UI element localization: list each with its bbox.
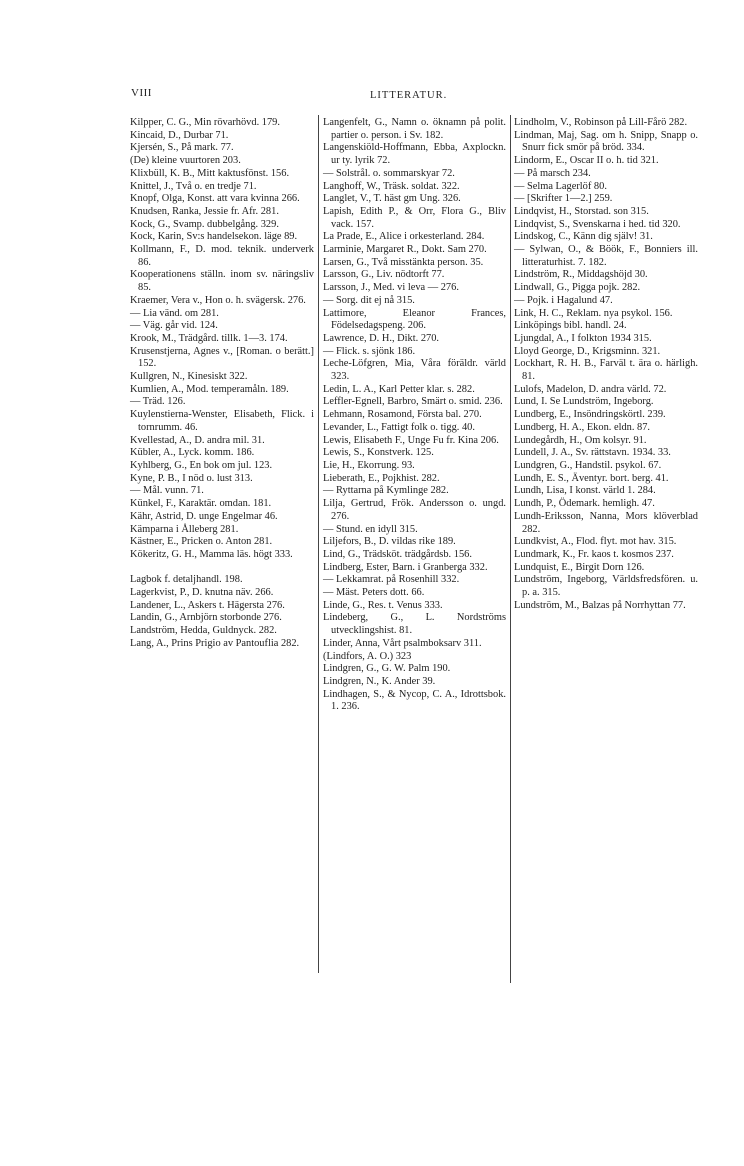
index-entry: — På marsch 234. [514, 167, 591, 179]
index-entry: Lehmann, Rosamond, Första bal. 270. [323, 409, 482, 421]
index-entry: Link, H. C., Reklam. nya psykol. 156. [514, 307, 673, 319]
index-entry: Lundmark, K., Fr. kaos t. kosmos 237. [514, 548, 674, 560]
index-entry: Linköpings bibl. handl. 24. [514, 320, 627, 332]
index-entry: Linde, G., Res. t. Venus 333. [323, 599, 443, 611]
index-entry: — Lia vänd. om 281. [130, 307, 219, 319]
index-entry: Kooperationens ställn. inom sv. näringsliv 85. [130, 269, 314, 294]
page-number: VIII [131, 87, 152, 99]
index-entry: Kock, Karin, Sv:s handelsekon. läge 89. [130, 231, 298, 243]
index-entry: Kyhlberg, G., En bok om jul. 123. [130, 459, 273, 471]
index-column-2 [323, 117, 506, 714]
index-entry: La Prade, E., Alice i orkesterland. 284. [323, 231, 485, 243]
index-entry: Lagbok f. detaljhandl. 198. [130, 574, 243, 586]
index-entry: Larsson, J., Med. vi leva — 276. [323, 282, 459, 294]
index-entry: Lindqvist, S., Svenskarna i hed. tid 320. [514, 218, 681, 230]
index-entry: Lindholm, V., Robinson på Lill-Fårö 282. [514, 117, 688, 128]
index-entry: Krusenstjerna, Agnes v., [Roman. o berätt.] 152. [130, 345, 314, 370]
index-entry: Kraemer, Vera v., Hon o. h. svägersk. 276. [130, 294, 306, 306]
index-entry: Kumlien, A., Mod. temperamåln. 189. [130, 383, 289, 395]
index-entry: Lewis, Elisabeth F., Unge Fu fr. Kina 206. [323, 434, 499, 446]
index-entry: Kincaid, D., Durbar 71. [130, 129, 229, 141]
index-entry: Lloyd George, D., Krigsminn. 321. [514, 345, 661, 357]
index-entry: Linder, Anna, Vårt psalmboksarv 311. [323, 637, 482, 649]
index-entry: Lundegårdh, H., Om kolsyr. 91. [514, 434, 647, 446]
index-entry: Lilja, Gertrud, Frök. Andersson o. ungd. 276. [323, 498, 506, 522]
index-entry: Lundh, Lisa, I konst. värld 1. 284. [514, 485, 656, 497]
index-entry: Lund, I. Se Lundström, Ingeborg. [514, 396, 654, 408]
index-entry: Kökeritz, G. H., Mamma läs. högt 333. [130, 548, 293, 560]
index-entry: Kübler, A., Lyck. komm. 186. [130, 447, 255, 459]
index-entry: Lindqvist, H., Storstad. son 315. [514, 205, 649, 217]
index-entry: Krook, M., Trädgård. tillk. 1—3. 174. [130, 332, 288, 344]
index-entry: Lulofs, Madelon, D. andra värld. 72. [514, 383, 667, 395]
index-entry: Lockhart, R. H. B., Farväl t. ära o. härligh. 81. [514, 358, 698, 383]
index-column-1 [130, 117, 314, 651]
index-entry: Lind, G., Trädsköt. trädgårdsb. 156. [323, 548, 472, 560]
index-entry: Leche-Löfgren, Mia, Våra föräldr. värld 323. [323, 358, 506, 383]
index-entry: Lundquist, E., Birgit Dorn 126. [514, 561, 645, 573]
index-entry: Lieberath, E., Pojkhist. 282. [323, 472, 440, 484]
index-entry: Lindwall, G., Pigga pojk. 282. [514, 282, 641, 294]
index-entry: Lindhagen, S., & Nycop, C. A., Idrottsbok. 1. 236. [323, 688, 506, 713]
index-entry: (Lindfors, A. O.) 323 [323, 650, 412, 662]
index-entry: Lundberg, E., Insöndringskörtl. 239. [514, 409, 666, 421]
index-entry: Liljefors, B., D. vildas rike 189. [323, 536, 456, 548]
index-entry: Kollmann, F., D. mod. teknik. underverk 86. [130, 244, 314, 268]
index-entry: Kuylenstierna-Wenster, Elisabeth, Flick. i tornrumm. 46. [130, 409, 314, 433]
index-entry: Langenfelt, G., Namn o. öknamn på polit. partier o. person. i Sv. 182. [323, 117, 506, 141]
index-entry: (De) kleine vuurtoren 203. [130, 155, 241, 167]
index-entry: — Solstrål. o. sommarskyar 72. [323, 167, 455, 179]
index-entry: Lindgren, G., G. W. Palm 190. [323, 663, 451, 675]
index-entry: Lundström, Ingeborg, Världsfredsfören. u. p. a. 315. [514, 574, 698, 599]
index-entry: Lindgren, N., K. Ander 39. [323, 675, 436, 687]
index-entry: Kähr, Astrid, D. unge Engelmar 46. [130, 510, 278, 522]
index-entry: — Ryttarna på Kymlinge 282. [323, 485, 449, 497]
index-entry: — Pojk. i Hagalund 47. [514, 294, 613, 306]
index-entry: Lindorm, E., Oscar II o. h. tid 321. [514, 155, 659, 167]
index-entry: Larminie, Margaret R., Dokt. Sam 270. [323, 244, 487, 256]
index-entry: — [Skrifter 1—2.] 259. [514, 193, 613, 205]
index-entry: Lindskog, C., Känn dig själv! 31. [514, 231, 653, 243]
index-entry: Kämparna i Ålleberg 281. [130, 523, 239, 535]
index-entry: Lindman, Maj, Sag. om h. Snipp, Snapp o. Snurr fick smör på bröd. 334. [514, 129, 698, 154]
index-entry: Lindström, R., Middagshöjd 30. [514, 269, 648, 281]
index-entry: Lundberg, H. A., Ekon. eldn. 87. [514, 421, 651, 433]
index-entry: Leffler-Egnell, Barbro, Smärt o. smid. 236. [323, 396, 503, 408]
index-entry: — Flick. s. sjönk 186. [323, 345, 416, 357]
index-entry: Landström, Hedda, Guldnyck. 282. [130, 625, 277, 637]
index-entry: Lagerkvist, P., D. knutna näv. 266. [130, 587, 274, 598]
index-entry: Kvellestad, A., D. andra mil. 31. [130, 434, 265, 446]
index-column-3 [514, 117, 698, 612]
index-entry: Knittel, J., Två o. en tredje 71. [130, 180, 257, 192]
index-entry: Larsen, G., Två misstänkta person. 35. [323, 256, 484, 268]
index-entry: Klixbüll, K. B., Mitt kaktusfönst. 156. [130, 167, 290, 179]
index-entry: Lundh-Eriksson, Nanna, Mors klöverblad 282. [514, 510, 698, 535]
index-entry: — Lekkamrat. på Rosenhill 332. [323, 574, 460, 586]
index-entry: Künkel, F., Karaktär. omdan. 181. [130, 498, 272, 510]
index-entry: Levander, L., Fattigt folk o. tigg. 40. [323, 421, 475, 433]
index-entry: Kock, G., Svamp. dubbelgång. 329. [130, 218, 279, 230]
index-entry: Langenskiöld-Hoffmann, Ebba, Axplockn. ur ty. lyrik 72. [323, 142, 506, 167]
index-entry: Lindberg, Ester, Barn. i Granberga 332. [323, 561, 488, 573]
index-entry: Lattimore, Eleanor Frances, Födelsedagspeng. 206. [323, 307, 506, 332]
index-entry: — Träd. 126. [130, 396, 186, 408]
column-divider [510, 115, 511, 983]
index-entry: Lundh, P., Ödemark. hemligh. 47. [514, 498, 655, 510]
index-entry: Knopf, Olga, Konst. att vara kvinna 266. [130, 193, 300, 205]
index-entry: Kyne, P. B., I nöd o. lust 313. [130, 472, 253, 484]
index-entry: Langlet, V., T. häst gm Ung. 326. [323, 193, 461, 205]
index-entry: Lundell, J. A., Sv. rättstavn. 1934. 33. [514, 447, 671, 459]
index-entry: Lindeberg, G., L. Nordströms utvecklingshist. 81. [323, 612, 506, 637]
index-entry: — Stund. en idyll 315. [323, 523, 418, 535]
index-entry: Lang, A., Prins Prigio av Pantouflia 282. [130, 637, 300, 649]
index-entry: Lundh, E. S., Äventyr. bort. berg. 41. [514, 472, 669, 484]
index-entry: Lundkvist, A., Flod. flyt. mot hav. 315. [514, 536, 677, 548]
index-entry: — Väg. går vid. 124. [130, 320, 218, 332]
index-entry: — Mål. vunn. 71. [130, 485, 204, 497]
index-entry: Lundström, M., Balzas på Norrhyttan 77. [514, 599, 686, 611]
index-entry: Knudsen, Ranka, Jessie fr. Afr. 281. [130, 205, 279, 217]
index-entry: Ledin, L. A., Karl Petter klar. s. 282. [323, 383, 475, 395]
index-entry: Kjersén, S., På mark. 77. [130, 142, 234, 154]
index-entry: Langhoff, W., Träsk. soldat. 322. [323, 180, 460, 192]
index-entry: — Sorg. dit ej nå 315. [323, 294, 415, 306]
running-header-title: LITTERATUR. [370, 90, 448, 101]
index-entry: Landin, G., Arnbjörn storbonde 276. [130, 612, 282, 624]
index-entry: Lapish, Edith P., & Orr, Flora G., Bliv vack. 157. [323, 205, 506, 230]
index-entry: Kästner, E., Pricken o. Anton 281. [130, 536, 273, 548]
index-entry: Lewis, S., Konstverk. 125. [323, 447, 434, 459]
index-entry: Lawrence, D. H., Dikt. 270. [323, 332, 439, 344]
index-entry: Ljungdal, A., I folkton 1934 315. [514, 332, 652, 344]
index-entry: Kullgren, N., Kinesiskt 322. [130, 371, 248, 383]
index-entry: Larsson, G., Liv. nödtorft 77. [323, 269, 445, 281]
column-divider [318, 115, 319, 973]
index-entry: Lundgren, G., Handstil. psykol. 67. [514, 459, 662, 471]
index-entry: — Selma Lagerlöf 80. [514, 180, 607, 192]
index-entry: — Sylwan, O., & Böök, F., Bonniers ill. litteraturhist. 7. 182. [514, 244, 698, 268]
index-entry: — Mäst. Peters dott. 66. [323, 587, 425, 599]
index-entry: Lie, H., Ekorrung. 93. [323, 459, 415, 471]
index-entry: Kilpper, C. G., Min rövarhövd. 179. [130, 117, 280, 128]
index-entry: Landener, L., Askers t. Hägersta 276. [130, 599, 285, 611]
